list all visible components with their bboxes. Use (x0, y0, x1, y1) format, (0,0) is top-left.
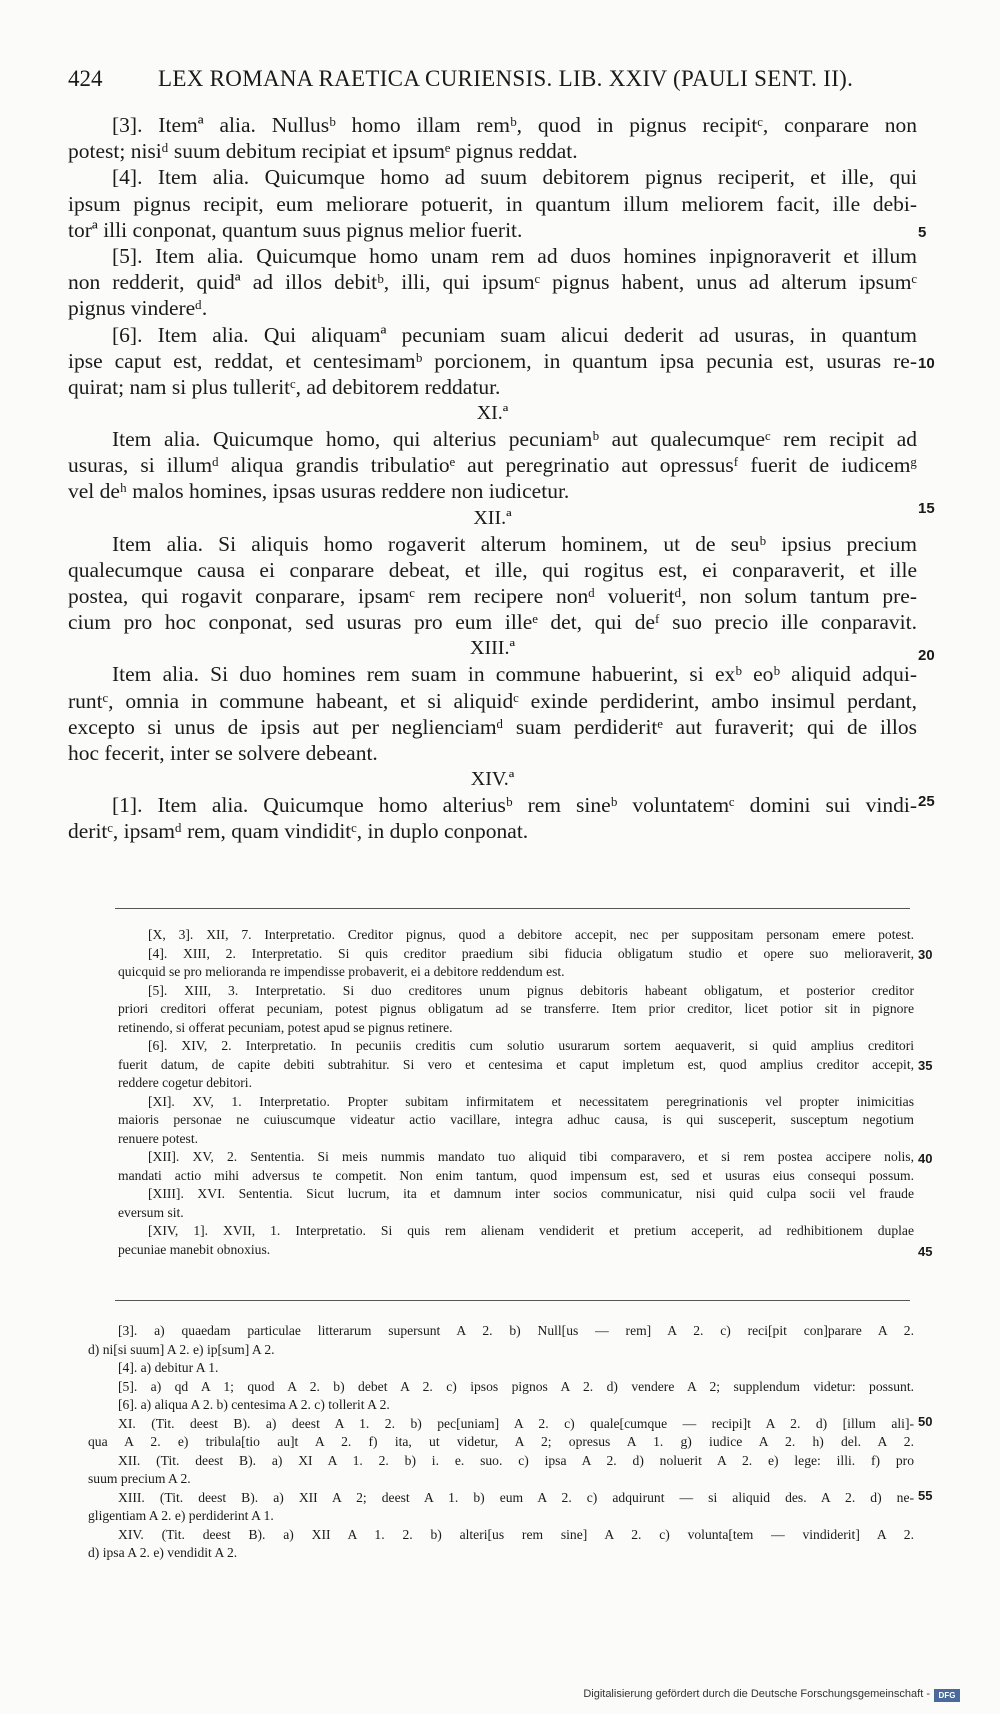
apparatus-line: d) ni[si suum] A 2. e) ip[sum] A 2. (88, 1341, 275, 1357)
text-line: Item alia. Quicumque homo, qui alterius pecuniamᵇ aut qualecumqueᶜ rem recipit ad (112, 427, 917, 452)
note-line: priori creditori offerat pecuniam, potest pignus obligatum ad se transferre. Item prior creditor, licet potior sit in pignore (118, 1001, 914, 1016)
running-header (68, 66, 948, 96)
section-heading: XIII.ª (470, 637, 515, 660)
note-line: eversum sit. (118, 1204, 184, 1220)
line-number: 15 (918, 500, 935, 517)
apparatus-line: XIII. (Tit. deest B). a) XII A 2; deest A 1. b) eum A 2. c) adquirunt — si aliquid des. A 2. d) ne- (118, 1489, 914, 1505)
section-heading: XIV.ª (470, 768, 515, 791)
text-line: [1]. Item alia. Quicumque homo alteriusᵇ rem sineᵇ voluntatemᶜ domini sui vindi- (112, 793, 917, 818)
text-line: qualecumque causa ei conparare debeat, et ille, qui rogitus est, ei conparaverit, et ille (68, 557, 917, 582)
text-line: [6]. Item alia. Qui aliquamª pecuniam suam alicui dederit ad usuras, in quantum (112, 322, 917, 347)
text-line: deritᶜ, ipsamᵈ rem, quam vindiditᶜ, in duplo conponat. (68, 819, 529, 844)
section-heading: XII.ª (473, 506, 512, 529)
text-line: ipse caput est, reddat, et centesimamᵇ porcionem, in quantum ipsa pecunia est, usuras re- (68, 348, 917, 373)
note-line: [XIV, 1]. XVII, 1. Interpretatio. Si quis rem alienam vendiderit et pretium acceperit, ad redhibitionem duplae (148, 1223, 914, 1238)
line-number: 45 (918, 1244, 933, 1259)
divider (115, 1300, 910, 1301)
note-line: [5]. XIII, 3. Interpretatio. Si duo creditores unum pignus debitoris habeant obligatum, et posterior creditor (148, 982, 914, 998)
text-line: pignus vindereᵈ. (68, 296, 208, 321)
text-line: non redderit, quidª ad illos debitᵇ, illi, qui ipsumᶜ pignus habent, unus ad alterum ipsumᶜ (68, 270, 917, 295)
note-line: retinendo, si offerat pecuniam, potest apud se pignus retinere. (118, 1019, 453, 1035)
page-number: 424 (68, 66, 103, 91)
text-line: potest; nisiᵈ suum debitum recipiat et ipsumᵉ pignus reddat. (68, 139, 578, 164)
text-line: hoc fecerit, inter se solvere debeant. (68, 740, 378, 765)
line-number: 10 (918, 355, 935, 372)
text-line: [4]. Item alia. Quicumque homo ad suum debitorem pignus reciperit, et ille, qui (112, 165, 917, 190)
apparatus-line: [4]. a) debitur A 1. (118, 1360, 219, 1375)
apparatus-line: suum precium A 2. (88, 1471, 191, 1486)
line-number: 55 (918, 1488, 933, 1503)
text-line: torª illi conponat, quantum suus pignus melior fuerit. (68, 217, 523, 242)
section-heading: XI.ª (476, 402, 509, 425)
apparatus-line: gligentiam A 2. e) perdiderint A 1. (88, 1508, 274, 1523)
main-text (68, 112, 917, 845)
apparatus-line: XIV. (Tit. deest B). a) XII A 1. 2. b) alteri[us rem sine] A 2. c) volunta[tem — vindiderit] A 2. (118, 1526, 914, 1542)
line-number: 50 (918, 1414, 933, 1429)
divider (115, 908, 910, 909)
digitization-credit: Digitalisierung gefördert durch die Deutsche Forschungsgemeinschaft - (583, 1688, 930, 1700)
note-line: pecuniae manebit obnoxius. (118, 1241, 271, 1257)
apparatus-line: qua A 2. e) tribula[tio au]t A 2. f) ita, ut videtur, A 2; opresus A 1. g) iudice A 2. h) del. A 2. (88, 1434, 914, 1449)
apparatus-line: [3]. a) quaedam particulae litterarum supersunt A 2. b) Null[us — rem] A 2. c) reci[pit con]parare A 2. (118, 1323, 914, 1338)
note-line: [XI]. XV, 1. Interpretatio. Propter subitam infirmitatem et necessitatem peregrinationis vel propter inimicitias (148, 1093, 914, 1109)
running-title: LEX ROMANA RAETICA CURIENSIS. LIB. XXIV (PAULI SENT. II). (158, 66, 854, 91)
text-line: vel deʰ malos homines, ipsas usuras reddere non iudicetur. (68, 479, 570, 504)
apparatus-line: [6]. a) aliqua A 2. b) centesima A 2. c) tollerit A 2. (118, 1397, 390, 1412)
note-line: renuere potest. (118, 1130, 199, 1146)
text-line: [5]. Item alia. Quicumque homo unam rem ad duos homines inpignoraverit et illum (112, 243, 917, 268)
apparatus-line: XI. (Tit. deest B). a) deest A 1. 2. b) pec[uniam] A 2. c) quale[cumque — recipi]t A 2. d) [illum ali]- (118, 1415, 914, 1431)
text-line: ipsum pignus recipit, eum meliorare potuerit, in quantum illum meliorem facit, ille debi- (68, 191, 917, 216)
note-line: fuerit datum, de capite debiti subtrahitur. Si vero et centesima et caput impletum est, quod amplius creditor accepit, (118, 1056, 914, 1072)
line-number: 35 (918, 1058, 933, 1073)
note-line: maioris personae ne cuiuscumque videatur actio vacillare, integra adhuc causa, is qui susceperit, susceptum negotium (118, 1112, 914, 1127)
interpretatio-notes (118, 926, 914, 1259)
apparatus-line: XII. (Tit. deest B). a) XI A 1. 2. b) i. e. suo. c) ipsa A 2. d) noluerit A 2. e) lege: illi. f) pro (118, 1452, 914, 1468)
text-line: usuras, si illumᵈ aliqua grandis tribulatioᵉ aut peregrinatio aut opressusᶠ fuerit de iudicemᵍ (68, 453, 917, 478)
line-number: 25 (918, 793, 935, 810)
text-line: runtᶜ, omnia in commune habeant, et si aliquidᶜ exinde perdiderint, ambo insimul perdant, (68, 688, 917, 713)
text-line: Item alia. Si aliquis homo rogaverit alterum hominem, ut de seuᵇ ipsius precium (112, 531, 917, 556)
text-line: cium pro hoc conponat, sed usuras pro eum illeᵉ det, qui deᶠ suo precio ille conparavit. (68, 610, 917, 635)
note-line: quicquid se pro melioranda re impendisse probaverit, ei a debitore reddendum est. (118, 964, 565, 979)
apparatus-criticus (88, 1322, 914, 1563)
text-line: [3]. Itemª alia. Nullusᵇ homo illam remᵇ, quod in pignus recipitᶜ, conparare non (112, 113, 917, 137)
note-line: [4]. XIII, 2. Interpretatio. Si quis creditor praedium sibi fiducia obligatum studio et opere suo melioraverit, (148, 945, 914, 961)
text-line: quirat; nam si plus tulleritᶜ, ad debitorem reddatur. (68, 374, 501, 399)
text-line: Item alia. Si duo homines rem suam in commune habuerint, si exᵇ eoᵇ aliquid adqui- (112, 662, 917, 687)
note-line: [XIII]. XVI. Sententia. Sicut lucrum, ita et damnum inter socios communicatur, nisi quid culpa socii vel fraude (148, 1186, 914, 1201)
apparatus-line: [5]. a) qd A 1; quod A 2. b) debet A 2. c) ipsos pignos A 2. d) vendere A 2; supplendum videtur: possunt. (118, 1378, 914, 1394)
line-number: 30 (918, 947, 933, 962)
dfg-logo: DFG (934, 1689, 960, 1702)
note-line: [X, 3]. XII, 7. Interpretatio. Creditor pignus, quod a debitore accepit, nec per suppositam personam emere potest. (148, 927, 914, 942)
apparatus-line: d) ipsa A 2. e) vendidit A 2. (88, 1545, 238, 1560)
note-line: [6]. XIV, 2. Interpretatio. In pecuniis creditis cum solutio usurarum sortem aequaverit, si quid amplius creditori (148, 1038, 914, 1053)
text-line: excepto si unus de ipsis aut per neglienciamᵈ suam perdideritᵉ aut furaverit; qui de illos (68, 714, 917, 739)
note-line: mandati actio mihi adversus te competit. Non enim tantum, quod impensum est, sed et usuras eius consequi possum. (118, 1167, 914, 1183)
line-number: 20 (918, 647, 935, 664)
line-number: 5 (918, 224, 927, 241)
note-line: [XII]. XV, 2. Sententia. Si meis nummis mandato tuo aliquid tibi comparavero, et si rem postea accipere nolis, (148, 1149, 914, 1164)
text-line: postea, qui rogavit conparare, ipsamᶜ rem recipere nonᵈ volueritᵈ, non solum tantum pre- (68, 584, 917, 608)
line-number: 40 (918, 1151, 933, 1166)
note-line: reddere cogetur debitori. (118, 1075, 252, 1090)
